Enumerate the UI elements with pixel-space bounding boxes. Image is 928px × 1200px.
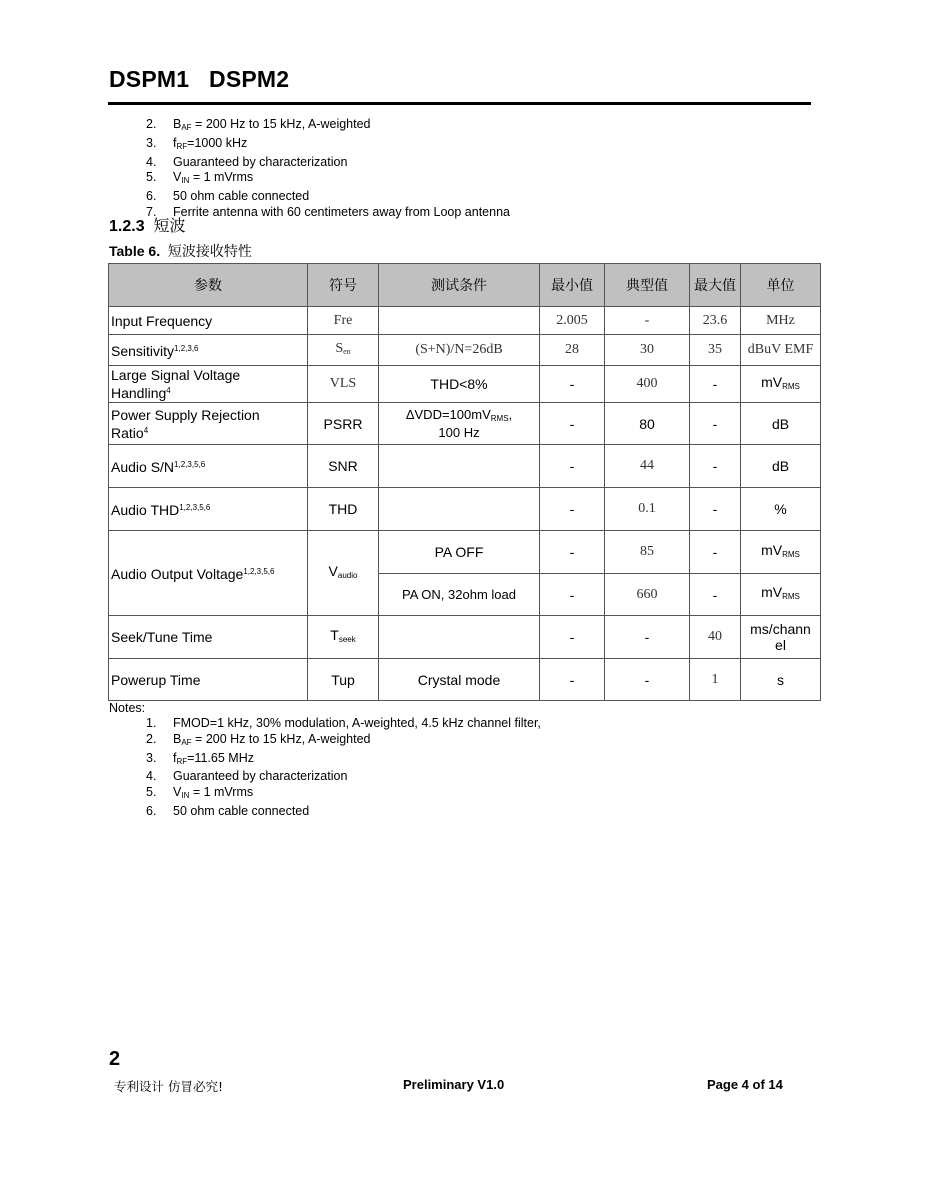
param-cell: Large Signal Voltage Handling$^4$ (109, 366, 308, 403)
max-cell: - (690, 531, 741, 574)
condition-cell: $\Delta VDD=100mV_{RMS}$, 100 Hz (379, 403, 540, 445)
max-cell: - (690, 403, 741, 445)
note-item: 4. Guaranteed by characterization (146, 769, 348, 784)
param-cell: Audio $S/N^{1,2,3,5,6}$ (109, 445, 308, 488)
typ-cell: 400 (605, 366, 690, 403)
column-header-condition: 测试条件 (379, 264, 540, 307)
min-cell: - (540, 488, 605, 531)
max-cell: - (690, 366, 741, 403)
column-header-typ: 典型值 (605, 264, 690, 307)
max-cell: 35 (690, 335, 741, 366)
typ-cell: - (605, 616, 690, 659)
typ-cell: 660 (605, 574, 690, 616)
unit-cell: $mV_{RMS}$ (741, 574, 821, 616)
condition-cell (379, 488, 540, 531)
column-header-max: 最大值 (690, 264, 741, 307)
min-cell: 28 (540, 335, 605, 366)
typ-cell: 0.1 (605, 488, 690, 531)
symbol-cell: VLS (308, 366, 379, 403)
footer-version: Preliminary V1.0 (403, 1077, 505, 1092)
typ-cell: - (605, 307, 690, 335)
note-item: 2. $B_{AF} = 200$ Hz to 15 kHz, A-weighted (146, 117, 371, 132)
param-cell: Input Frequency (109, 307, 308, 335)
symbol-cell: PSRR (308, 403, 379, 445)
note-item: 6. 50 ohm cable connected (146, 803, 310, 818)
max-cell: 40 (690, 616, 741, 659)
param-cell: Sensitivity$^{1,2,3,6}$ (109, 335, 308, 366)
table-row (109, 531, 821, 574)
bottom-notes-list (146, 716, 541, 820)
max-cell: - (690, 445, 741, 488)
note-item: 2. $B_{AF} = 200$ Hz to 15 kHz, A-weighted (146, 731, 371, 747)
document-title: DSPM1 DSPM2 (109, 66, 290, 92)
unit-cell: $mV_{RMS}$ (741, 366, 821, 403)
symbol-cell: $T_{seek}$ (308, 616, 379, 659)
unit-cell: MHz (741, 307, 821, 335)
note-item: 7. Ferrite antenna with 60 centimeters away from Loop antenna (146, 204, 510, 219)
max-cell: - (690, 574, 741, 616)
column-header-symbol: 符号 (308, 264, 379, 307)
page-number: 2 (109, 1048, 121, 1070)
unit-cell: s (741, 659, 821, 701)
table-row (109, 307, 821, 335)
header-rule (108, 102, 811, 105)
condition-cell: Crystal mode (379, 659, 540, 701)
footer-copyright-notice: 专利设计 仿冒必究! (114, 1079, 223, 1094)
max-cell: - (690, 488, 741, 531)
table-row (109, 445, 821, 488)
table-row (109, 366, 821, 403)
min-cell: - (540, 403, 605, 445)
table-caption: Table 6. 短波接收特性 (109, 243, 252, 260)
typ-cell: - (605, 659, 690, 701)
typ-cell: 85 (605, 531, 690, 574)
unit-cell: dBuV EMF (741, 335, 821, 366)
symbol-cell: $V_{audio}$ (308, 531, 379, 616)
condition-cell: PA ON, 32ohm load (379, 574, 540, 616)
table-row (109, 616, 821, 659)
min-cell: - (540, 659, 605, 701)
column-header-param: 参数 (109, 264, 308, 307)
condition-cell: PA OFF (379, 531, 540, 574)
max-cell: 1 (690, 659, 741, 701)
note-item: 4. Guaranteed by characterization (146, 154, 348, 169)
param-cell: Seek/Tune Time (109, 616, 308, 659)
symbol-cell: $S_{en}$ (308, 335, 379, 366)
shortwave-spec-table (108, 263, 821, 701)
typ-cell: 30 (605, 335, 690, 366)
min-cell: - (540, 574, 605, 616)
top-notes-list (146, 117, 510, 221)
min-cell: - (540, 445, 605, 488)
symbol-cell: Tup (308, 659, 379, 701)
min-cell: - (540, 366, 605, 403)
condition-cell (379, 616, 540, 659)
footer-page-count: Page 4 of 14 (707, 1077, 783, 1092)
condition-cell: THD<8% (379, 366, 540, 403)
table-row (109, 659, 821, 701)
symbol-cell: Fre (308, 307, 379, 335)
min-cell: - (540, 616, 605, 659)
symbol-cell: SNR (308, 445, 379, 488)
unit-cell: % (741, 488, 821, 531)
param-cell: Powerup Time (109, 659, 308, 701)
table-header-row (109, 264, 821, 307)
param-cell: Audio Output Voltage$^{1,2,3,5,6}$ (109, 531, 308, 616)
unit-cell: $mV_{RMS}$ (741, 531, 821, 574)
note-item: 3. $f_{RF}=11.65$ MHz (146, 750, 254, 766)
table-row (109, 488, 821, 531)
column-header-unit: 单位 (741, 264, 821, 307)
symbol-cell: THD (308, 488, 379, 531)
typ-cell: 44 (605, 445, 690, 488)
unit-cell: dB (741, 403, 821, 445)
unit-cell: dB (741, 445, 821, 488)
table-row (109, 335, 821, 366)
param-cell: Power Supply Rejection Ratio$^4$ (109, 403, 308, 445)
note-item: 1. FMOD=1 kHz, 30% modulation, A-weighted, 4.5 kHz channel filter, (146, 716, 541, 730)
table-row (109, 403, 821, 445)
note-item: 3. $f_{RF}=1000$ kHz (146, 135, 248, 151)
min-cell: 2.005 (540, 307, 605, 335)
param-cell: Audio THD$^{1,2,3,5,6}$ (109, 488, 308, 531)
min-cell: - (540, 531, 605, 574)
typ-cell: 80 (605, 403, 690, 445)
column-header-min: 最小值 (540, 264, 605, 307)
note-item: 5. $V_{IN} = 1$ mVrms (146, 170, 254, 186)
unit-cell: ms/chann el (741, 616, 821, 659)
notes-label: Notes: (109, 701, 146, 715)
condition-cell: (S+N)/N=26dB (379, 335, 540, 366)
section-heading: 1.2.3 短波 (109, 216, 186, 235)
note-item: 6. 50 ohm cable connected (146, 189, 310, 204)
max-cell: 23.6 (690, 307, 741, 335)
condition-cell (379, 445, 540, 488)
condition-cell (379, 307, 540, 335)
note-item: 5. $V_{IN} = 1$ mVrms (146, 785, 254, 801)
